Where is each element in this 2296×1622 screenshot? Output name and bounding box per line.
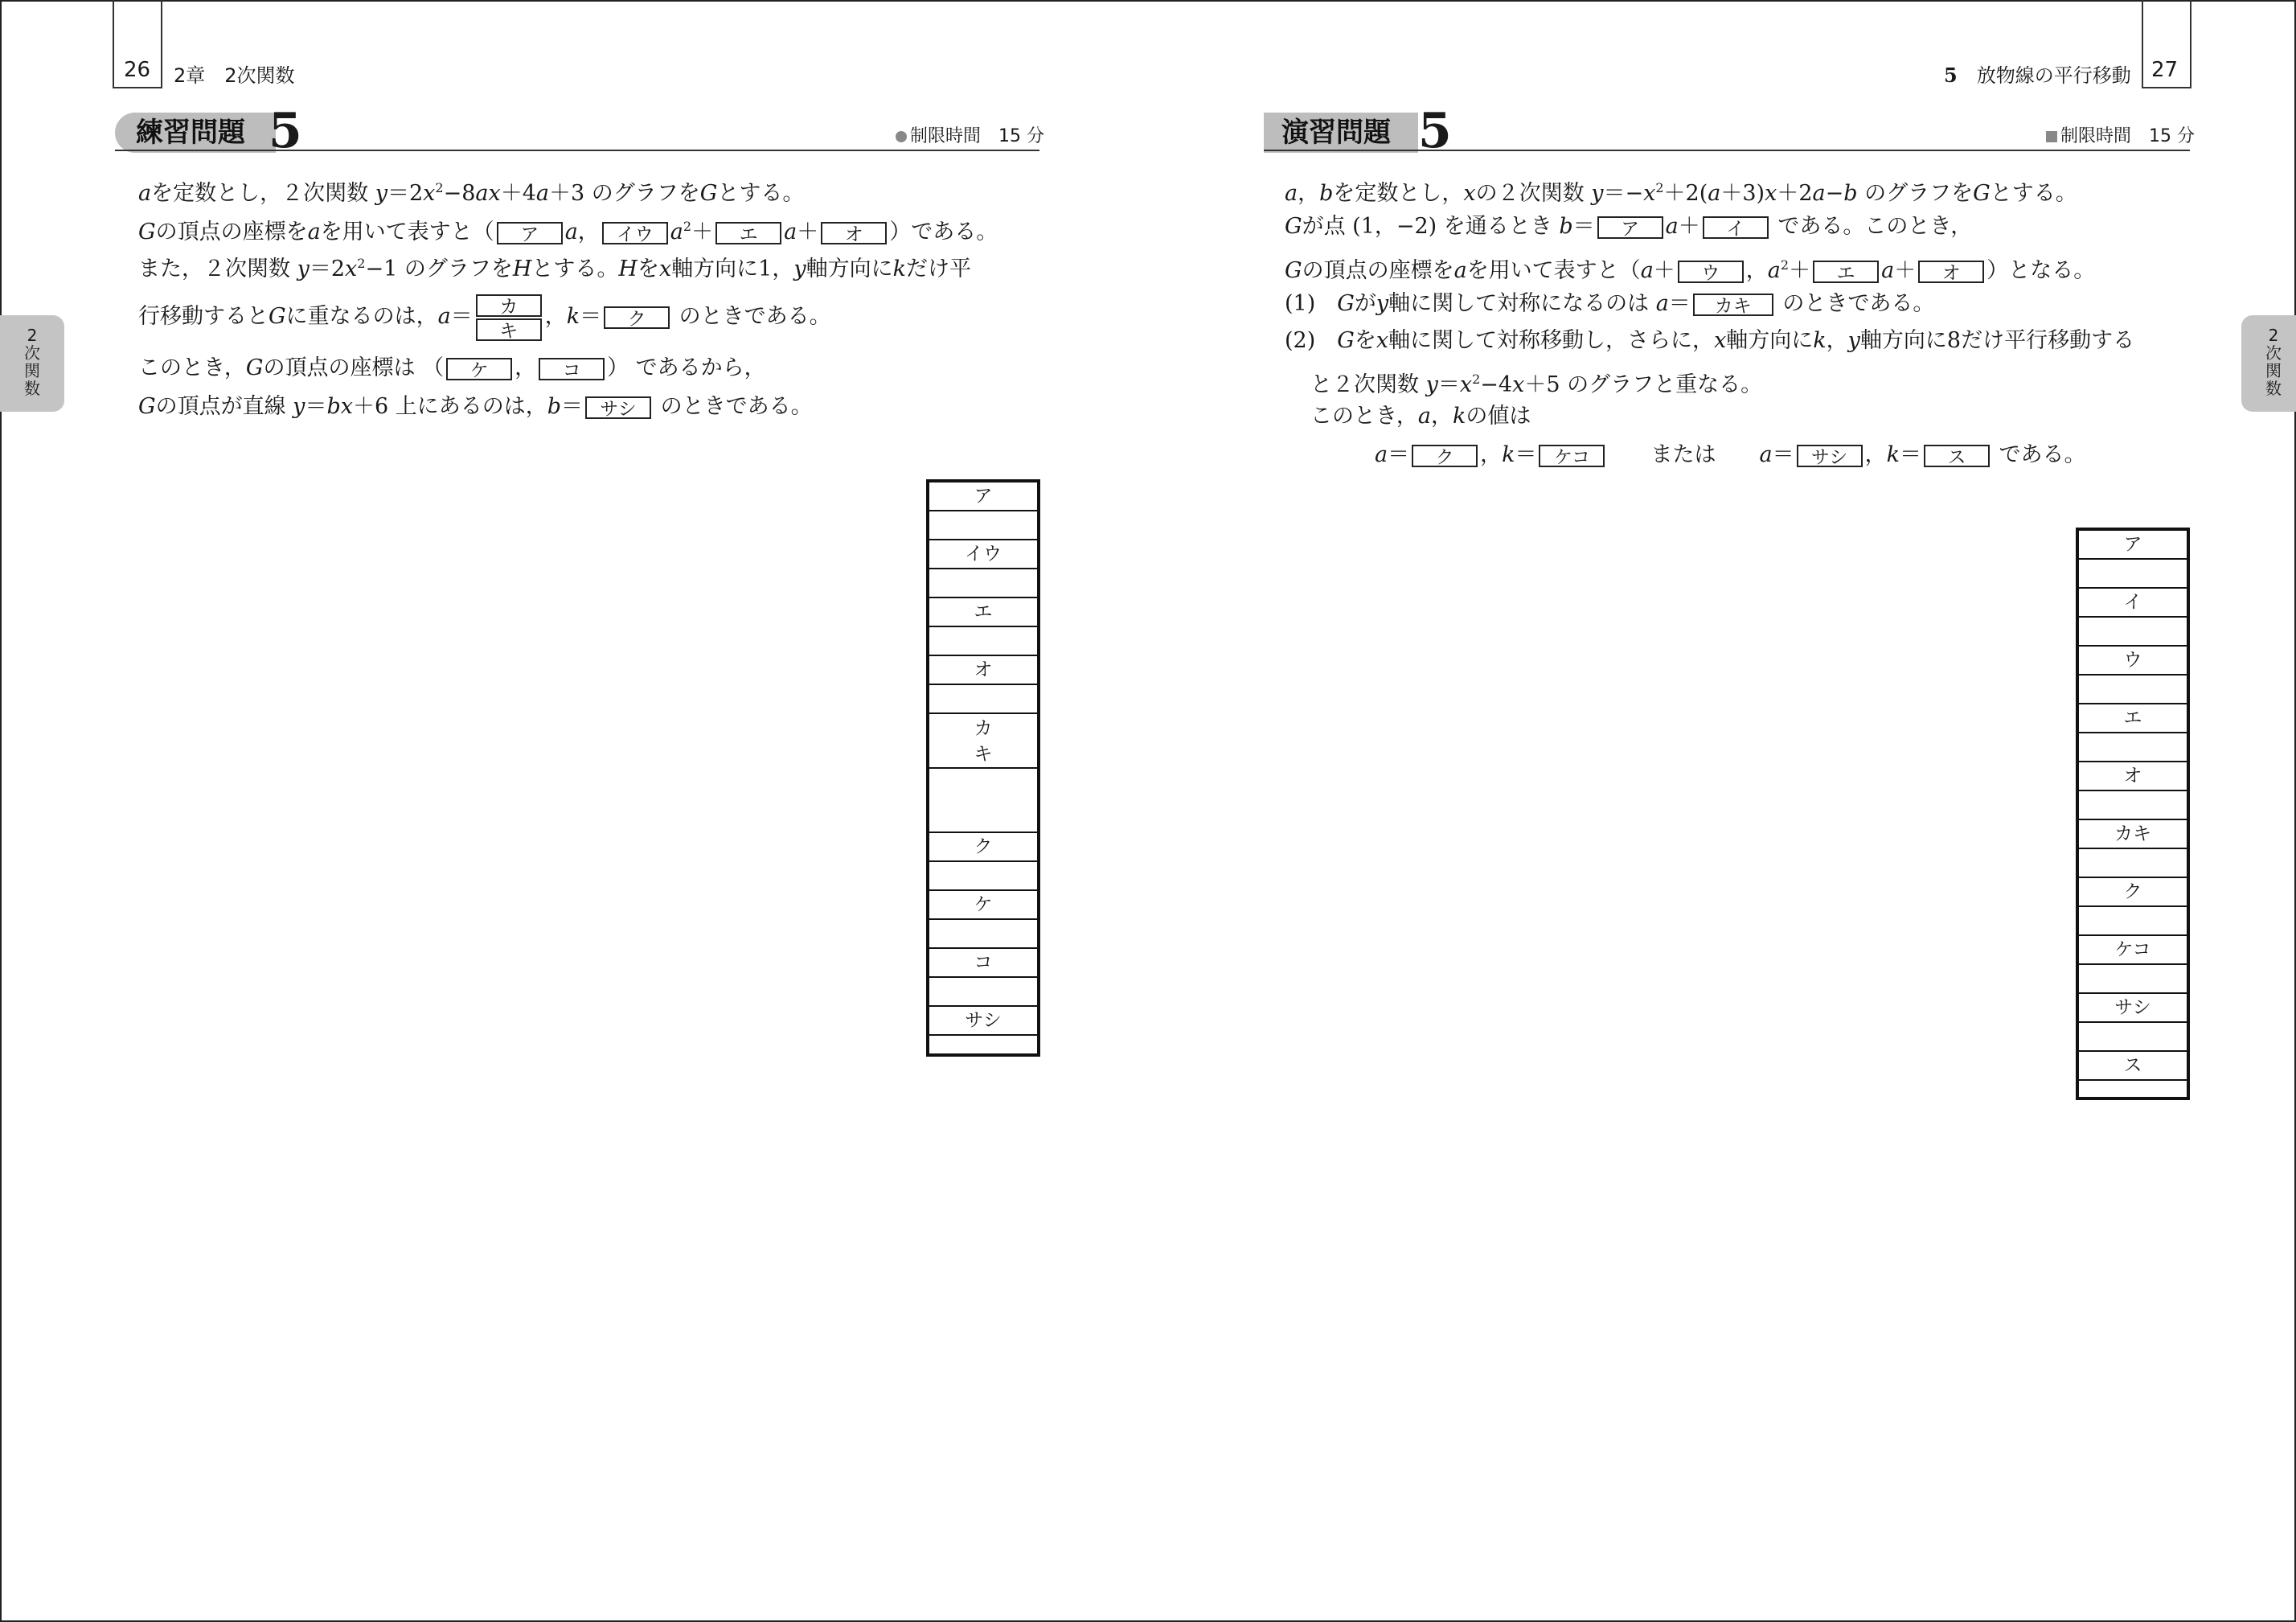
answer-box-a[interactable]: ア [497, 222, 563, 244]
bullet-icon [896, 131, 907, 142]
answer-cell[interactable] [2079, 1021, 2187, 1050]
answer-label: ア [2123, 534, 2142, 555]
answer-box-ki[interactable]: キ [476, 318, 542, 341]
answer-label: ク [929, 832, 1037, 860]
answer-box-ke[interactable]: ケ [446, 358, 512, 380]
chapter-tab-label: 2 次 関 数 [24, 326, 40, 398]
left-problem-line-4: 行移動するとGに重なるのは，a＝ $\frac{\text{カ}}{\text{キ}}$ ，k＝ ク のときである。 [138, 289, 831, 344]
answer-label: カキ [2079, 819, 2187, 848]
answer-box-o[interactable]: オ [821, 222, 887, 244]
problem-number-left: 5 [269, 103, 302, 159]
answer-label: サシ [2079, 992, 2187, 1021]
running-header-right [1944, 60, 2131, 88]
answer-label: コ [929, 947, 1037, 976]
time-limit-label: 制限時間 [2060, 126, 2132, 146]
answer-box-a[interactable]: ア [1597, 216, 1663, 239]
left-problem-line-6: Gの頂点が直線 y＝bx＋6 上にあるのは，b＝ サシ のときである。 [138, 394, 813, 420]
problem-number-right: 5 [1418, 103, 1452, 159]
page-number-left: 26 [124, 58, 151, 82]
answer-cell[interactable] [929, 510, 1037, 539]
answer-label: ケ [929, 889, 1037, 918]
right-problem-line-1: a，bを定数とし，xの２次関数 $y=-x^2+2(a+3)x+2a-b$ のグラフをGとする。 [1285, 180, 2077, 206]
answer-label: ア [974, 486, 993, 507]
answer-box-ka[interactable]: カ [476, 294, 542, 317]
answer-cell[interactable] [2079, 558, 2187, 587]
answer-cell[interactable] [929, 860, 1037, 889]
answer-label: サシ [929, 1005, 1037, 1034]
right-problem-line-8: a＝ ク ，k＝ ケコ または a＝ サシ ，k＝ ス である。 [1375, 442, 2086, 468]
answer-box-keko[interactable]: ケコ [1539, 445, 1605, 467]
chapter-tab-right [2241, 315, 2296, 412]
section-title: 放物線の平行移動 [1976, 64, 2131, 87]
answer-cell[interactable] [929, 767, 1037, 832]
chapter-tab-left [0, 315, 64, 412]
answer-box-iu[interactable]: イウ [602, 222, 668, 244]
time-limit-right [2046, 122, 2195, 147]
time-limit-label: 制限時間 [910, 126, 982, 146]
page-number-right: 27 [2151, 58, 2179, 82]
left-problem-line-1: aを定数とし，２次関数 $y=2x^2-8ax+4a+3$ のグラフをGとする。 [138, 180, 805, 206]
answer-cell[interactable] [2079, 963, 2187, 992]
answer-cell[interactable] [2079, 1079, 2187, 1105]
answer-label: エ [929, 597, 1037, 626]
answer-label: オ [2079, 761, 2187, 790]
answer-box-ku[interactable]: ク [1412, 445, 1478, 467]
left-problem-line-3: また，２次関数 $y=2x^2-1$ のグラフをHとする。Hをx軸方向に1，y軸方向にkだけ平 [138, 256, 972, 281]
problem-title-right: 演習問題 [1264, 113, 1418, 153]
bullet-icon [2046, 131, 2057, 142]
answer-cell[interactable] [929, 918, 1037, 947]
answer-cell[interactable] [2079, 848, 2187, 877]
answer-cell[interactable] [929, 976, 1037, 1005]
answer-box-sashi[interactable]: サシ [1797, 445, 1863, 467]
answer-cell[interactable] [2079, 674, 2187, 703]
answer-box-e[interactable]: エ [1813, 261, 1879, 283]
answer-label: エ [2079, 703, 2187, 732]
answer-label: ウ [2079, 645, 2187, 674]
answer-cell[interactable] [2079, 905, 2187, 934]
chapter-tab-label: 2 次 関 数 [2265, 326, 2282, 398]
answer-box-sashi[interactable]: サシ [585, 396, 651, 419]
answer-cell[interactable] [929, 684, 1037, 712]
right-problem-line-3: Gの頂点の座標をaを用いて表すと（a＋ ウ ，$a^2+$ エ a＋ オ ）となる。 [1285, 257, 2096, 284]
answer-box-e[interactable]: エ [715, 222, 781, 244]
answer-cell[interactable] [2079, 732, 2187, 761]
answer-box-kaki[interactable]: カキ [1693, 294, 1773, 316]
answer-cell[interactable] [929, 568, 1037, 597]
title-rule-left [115, 150, 1039, 151]
answer-cell[interactable] [929, 1034, 1037, 1060]
answer-label: イ [2079, 587, 2187, 616]
answer-cell[interactable] [2079, 790, 2187, 819]
time-limit-value: 15 分 [2149, 126, 2196, 146]
section-number: 5 [1944, 64, 1958, 87]
answer-box-ko[interactable]: コ [539, 358, 605, 380]
answer-box-i[interactable]: イ [1703, 216, 1769, 239]
answer-cell[interactable] [2079, 616, 2187, 645]
left-problem-line-5: このとき，Gの頂点の座標は （ ケ ， コ ） であるから， [138, 355, 766, 381]
answer-cell[interactable] [929, 626, 1037, 655]
right-problem-line-7: このとき，a，kの値は [1310, 404, 1531, 429]
right-problem-line-4: (1) Gがy軸に関して対称になるのは a＝ カキ のときである。 [1285, 291, 1935, 317]
answer-box-u[interactable]: ウ [1678, 261, 1744, 283]
fraction [476, 293, 542, 343]
answer-box-ku[interactable]: ク [604, 306, 670, 329]
answer-box-su[interactable]: ス [1924, 445, 1990, 467]
right-problem-line-2: Gが点 (1，−2) を通るとき b＝ ア a＋ イ である。このとき， [1285, 214, 1973, 240]
answer-label: ス [2079, 1050, 2187, 1079]
answer-label: オ [929, 655, 1037, 684]
time-limit-left [896, 122, 1044, 147]
answer-box-o[interactable]: オ [1918, 261, 1984, 283]
answer-label: イウ [929, 539, 1037, 568]
title-rule-right [1264, 150, 2190, 151]
answer-label: ケコ [2079, 934, 2187, 963]
running-header-left: 2章 2次関数 [174, 64, 295, 87]
answer-column-right [2076, 528, 2190, 1100]
right-problem-line-6: と２次関数 $y=x^2-4x+5$ のグラフと重なる。 [1310, 372, 1763, 397]
answer-label: カ キ [929, 712, 1037, 767]
left-problem-line-2: Gの頂点の座標をaを用いて表すと（ ア a， イウ $a^2+$ エ a＋ オ ）である。 [138, 219, 998, 245]
answer-label: ク [2079, 877, 2187, 905]
answer-column-left [926, 479, 1040, 1057]
problem-title-left: 練習問題 [115, 113, 276, 153]
right-problem-line-5: (2) Gをx軸に関して対称移動し，さらに，x軸方向にk，y軸方向に8だけ平行移動する [1285, 328, 2135, 353]
time-limit-value: 15 分 [998, 126, 1045, 146]
